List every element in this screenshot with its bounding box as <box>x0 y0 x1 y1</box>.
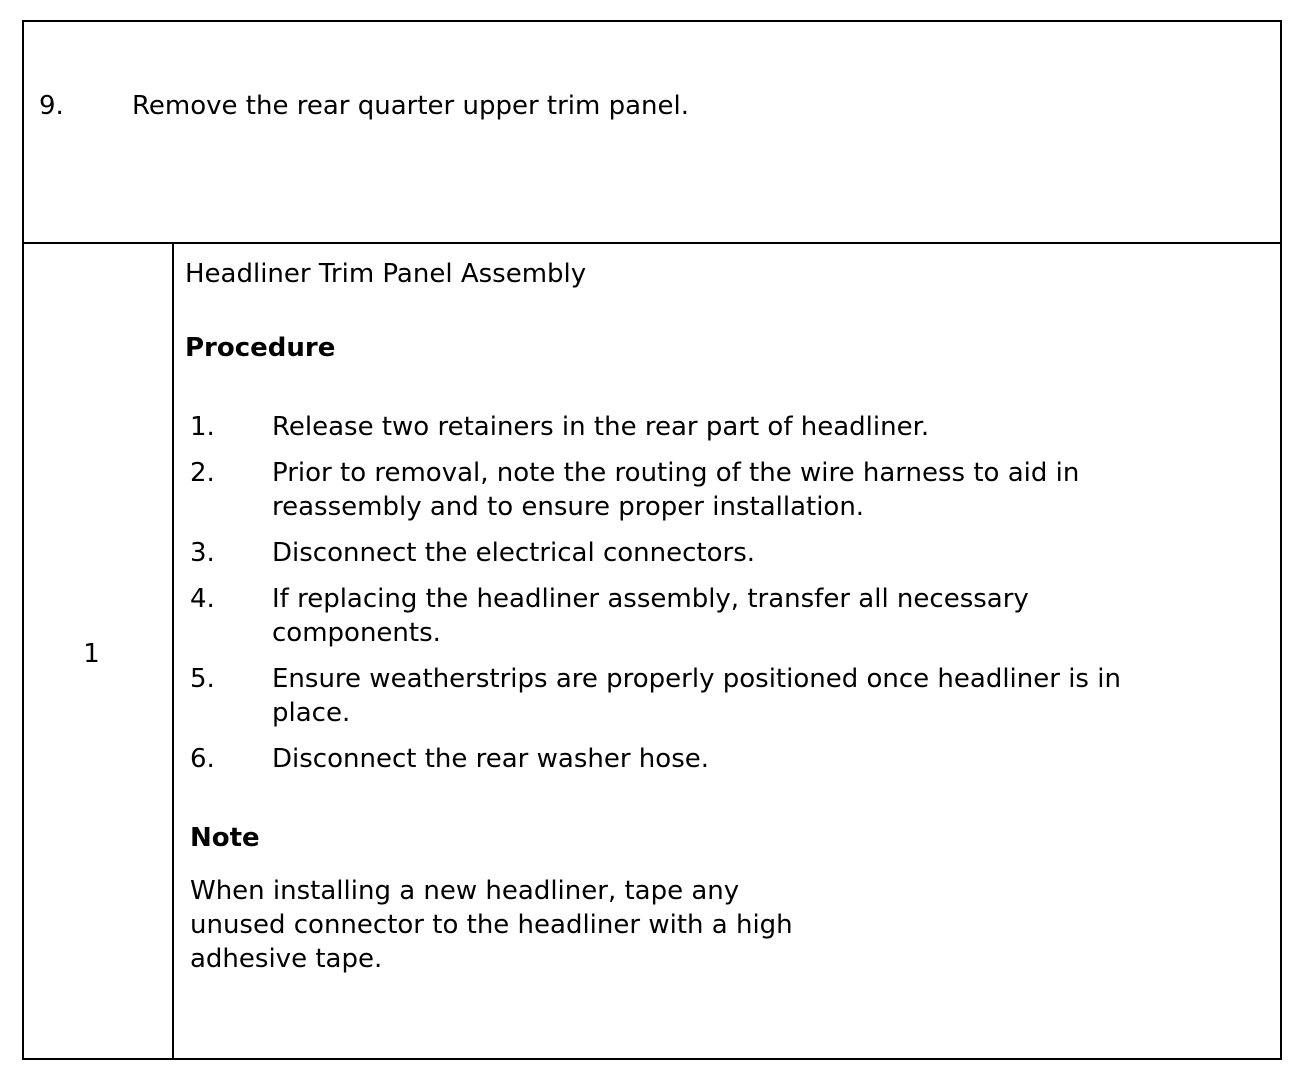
procedure-row <box>24 244 1280 1058</box>
step-number: 9. <box>39 91 64 121</box>
procedure-step <box>190 662 1190 730</box>
procedure-step-text: If replacing the headliner assembly, transfer all necessary components. <box>272 584 1029 648</box>
procedure-step <box>190 742 1190 776</box>
procedure-step <box>190 410 1190 444</box>
procedure-step-number: 4. <box>190 584 215 614</box>
procedure-step-number: 3. <box>190 538 215 568</box>
note-text: When installing a new headliner, tape any unused connector to the headliner with a high adhesive tape. <box>190 876 793 974</box>
step-row <box>24 22 1280 244</box>
section-title: Headliner Trim Panel Assembly <box>185 259 587 289</box>
procedure-step-text: Disconnect the rear washer hose. <box>272 744 709 774</box>
row-index: 1 <box>83 639 100 669</box>
procedure-steps <box>190 410 1190 788</box>
procedure-step-text: Prior to removal, note the routing of the wire harness to aid in reassembly and to ensure proper installation. <box>272 458 1080 522</box>
procedure-cell <box>174 244 1280 1058</box>
procedure-step-number: 6. <box>190 744 215 774</box>
step-instruction: Remove the rear quarter upper trim panel. <box>132 91 689 121</box>
procedure-step <box>190 536 1190 570</box>
procedure-step-text: Disconnect the electrical connectors. <box>272 538 756 568</box>
procedure-step <box>190 582 1190 650</box>
procedure-step-text: Ensure weatherstrips are properly positioned once headliner is in place. <box>272 664 1121 728</box>
row-index-cell <box>24 244 174 1058</box>
procedure-step-number: 1. <box>190 412 215 442</box>
document-table <box>22 20 1282 1060</box>
procedure-step <box>190 456 1190 524</box>
procedure-step-number: 5. <box>190 664 215 694</box>
procedure-heading: Procedure <box>185 333 336 363</box>
procedure-step-number: 2. <box>190 458 215 488</box>
note-heading: Note <box>190 823 260 853</box>
procedure-step-text: Release two retainers in the rear part of headliner. <box>272 412 930 442</box>
